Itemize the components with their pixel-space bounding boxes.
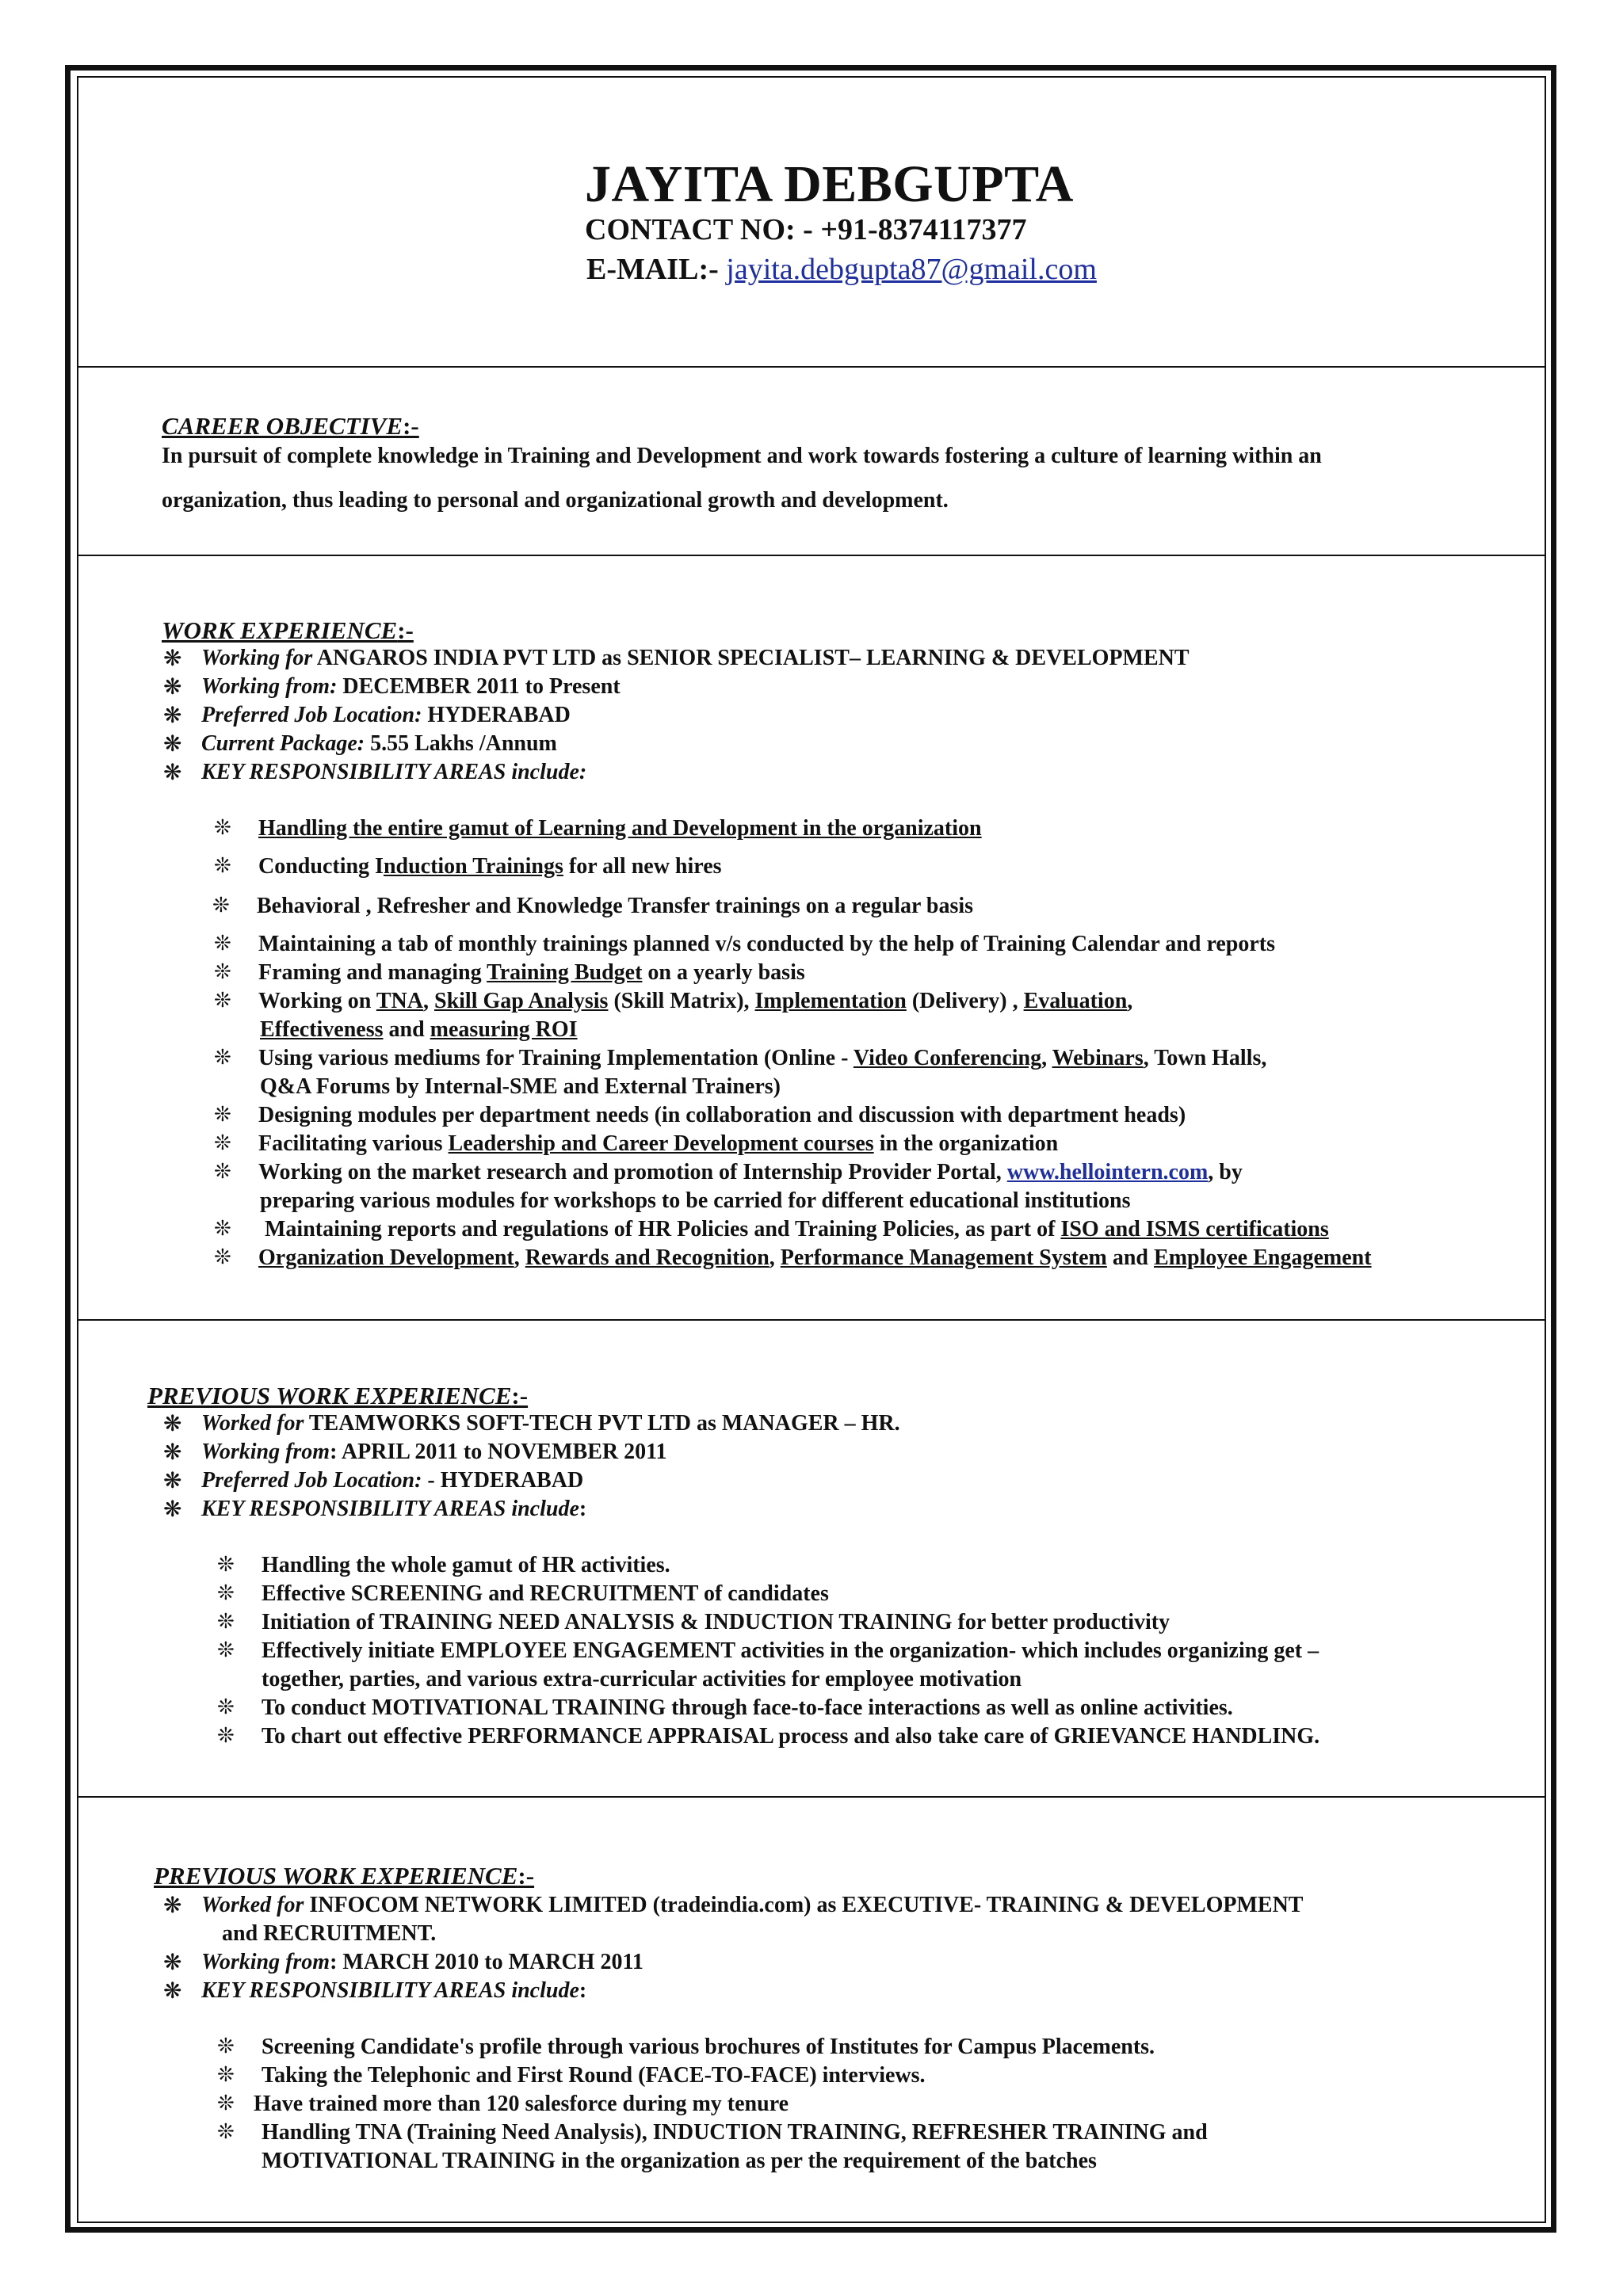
previous-work-experience-title: PREVIOUS WORK EXPERIENCE:- [154, 1862, 535, 1890]
prev1-responsibility: ❊ Initiation of TRAINING NEED ANALYSIS & INDUCTION TRAINING for better productivity [217, 1610, 1170, 1634]
contact-number: CONTACT NO: - +91-8374117377 [585, 213, 1027, 246]
prev1-bullet-company: ❋ Worked for TEAMWORKS SOFT-TECH PVT LTD as MANAGER – HR. [163, 1411, 900, 1436]
bullet-star-icon: ❋ [163, 1979, 182, 2004]
bullet-star-icon: ❋ [163, 761, 182, 785]
work-responsibility: ❊ Working on TNA, Skill Gap Analysis (Skill Matrix), Implementation (Delivery) , Evaluation, [214, 989, 1133, 1013]
work-responsibility: ❊ Framing and managing Training Budget on a yearly basis [214, 960, 805, 985]
bullet-sparkle-icon: ❊ [214, 816, 231, 839]
bullet-sparkle-icon: ❊ [217, 1638, 235, 1661]
bullet-sparkle-icon: ❊ [214, 1103, 231, 1126]
prev1-responsibility: ❊ Handling the whole gamut of HR activities. [217, 1553, 670, 1577]
email-label: E-MAIL:- [586, 253, 727, 286]
bullet-sparkle-icon: ❊ [217, 1695, 235, 1718]
work-bullet-company: ❋ Working for ANGAROS INDIA PVT LTD as SENIOR SPECIALIST– LEARNING & DEVELOPMENT [163, 646, 1190, 671]
bullet-star-icon: ❋ [163, 1440, 182, 1465]
career-objective-line: organization, thus leading to personal and organizational growth and development. [162, 488, 949, 513]
bullet-star-icon: ❋ [163, 732, 182, 757]
prev2-bullet-company-cont: and RECRUITMENT. [222, 1921, 437, 1946]
bullet-sparkle-icon: ❊ [217, 2063, 235, 2086]
prev2-responsibility-cont: MOTIVATIONAL TRAINING in the organization as per the requirement of the batches [262, 2149, 1097, 2173]
work-responsibility: ❊ Facilitating various Leadership and Career Development courses in the organization [214, 1131, 1059, 1156]
bullet-sparkle-icon: ❊ [217, 2092, 235, 2115]
work-responsibility: ❊ Maintaining a tab of monthly trainings planned v/s conducted by the help of Training Calendar and reports [214, 932, 1276, 956]
bullet-star-icon: ❋ [163, 1469, 182, 1493]
bullet-sparkle-icon: ❊ [217, 2120, 235, 2143]
work-responsibility: ❊ Behavioral , Refresher and Knowledge Transfer trainings on a regular basis [212, 894, 974, 918]
divider [77, 366, 1546, 368]
bullet-star-icon: ❋ [163, 646, 182, 671]
work-responsibility: ❊ Using various mediums for Training Implementation (Online - Video Conferencing, Webinars, Town Halls, [214, 1046, 1267, 1070]
prev2-bullet-kra: ❋ KEY RESPONSIBILITY AREAS include: [163, 1978, 587, 2004]
bullet-star-icon: ❋ [163, 675, 182, 700]
prev1-responsibility: ❊ To chart out effective PERFORMANCE APPRAISAL process and also take care of GRIEVANCE HANDLING. [217, 1724, 1320, 1749]
prev1-responsibility: ❊ Effectively initiate EMPLOYEE ENGAGEMENT activities in the organization- which includes organizing get – [217, 1638, 1319, 1663]
prev2-bullet-period: ❋ Working from: MARCH 2010 to MARCH 2011 [163, 1950, 643, 1975]
bullet-sparkle-icon: ❊ [217, 2035, 235, 2058]
prev2-responsibility: ❊ Handling TNA (Training Need Analysis), INDUCTION TRAINING, REFRESHER TRAINING and [217, 2120, 1208, 2145]
prev1-responsibility: ❊ To conduct MOTIVATIONAL TRAINING through face-to-face interactions as well as online activities. [217, 1695, 1233, 1720]
divider [77, 1796, 1546, 1798]
work-experience-title: WORK EXPERIENCE:- [162, 616, 414, 644]
email-link[interactable]: jayita.debgupta87@gmail.com [726, 253, 1097, 286]
work-responsibility: ❊ Handling the entire gamut of Learning and Development in the organization [214, 816, 982, 841]
bullet-sparkle-icon: ❊ [217, 1581, 235, 1604]
work-bullet-kra: ❋ KEY RESPONSIBILITY AREAS include: [163, 760, 587, 785]
bullet-star-icon: ❋ [163, 1894, 182, 1918]
bullet-sparkle-icon: ❊ [214, 960, 231, 983]
prev1-bullet-period: ❋ Working from: APRIL 2011 to NOVEMBER 2011 [163, 1440, 667, 1465]
bullet-star-icon: ❋ [163, 1497, 182, 1522]
divider [77, 1319, 1546, 1321]
prev1-bullet-kra: ❋ KEY RESPONSIBILITY AREAS include: [163, 1497, 587, 1522]
bullet-sparkle-icon: ❊ [214, 1046, 231, 1069]
prev2-bullet-company: ❋ Worked for INFOCOM NETWORK LIMITED (tradeindia.com) as EXECUTIVE- TRAINING & DEVELOPMENT [163, 1893, 1304, 1918]
bullet-sparkle-icon: ❊ [214, 1217, 231, 1240]
bullet-sparkle-icon: ❊ [214, 1160, 231, 1183]
bullet-sparkle-icon: ❊ [214, 932, 231, 955]
bullet-star-icon: ❋ [163, 1951, 182, 1975]
career-objective-line: In pursuit of complete knowledge in Training and Development and work towards fostering a culture of learning within an [162, 444, 1322, 468]
bullet-sparkle-icon: ❊ [214, 854, 231, 877]
work-bullet-period: ❋ Working from: DECEMBER 2011 to Present [163, 674, 621, 700]
bullet-sparkle-icon: ❊ [214, 1245, 231, 1268]
bullet-sparkle-icon: ❊ [212, 894, 230, 917]
bullet-star-icon: ❋ [163, 1412, 182, 1436]
prev1-responsibility-cont: together, parties, and various extra-curricular activities for employee motivation [262, 1667, 1022, 1691]
bullet-sparkle-icon: ❊ [217, 1610, 235, 1633]
work-bullet-location: ❋ Preferred Job Location: HYDERABAD [163, 703, 571, 728]
work-responsibility: ❊ Designing modules per department needs (in collaboration and discussion with department heads) [214, 1103, 1186, 1127]
bullet-sparkle-icon: ❊ [217, 1724, 235, 1747]
divider [77, 555, 1546, 556]
career-objective-title: CAREER OBJECTIVE:- [162, 412, 419, 440]
work-responsibility-cont: Q&A Forums by Internal-SME and External Trainers) [260, 1074, 781, 1099]
prev2-responsibility: ❊ Screening Candidate's profile through various brochures of Institutes for Campus Placements. [217, 2035, 1155, 2059]
email-line [586, 252, 1097, 287]
work-responsibility: ❊ Conducting Induction Trainings for all new hires [214, 854, 722, 879]
work-bullet-package: ❋ Current Package: 5.55 Lakhs /Annum [163, 731, 557, 757]
prev2-responsibility: ❊ Have trained more than 120 salesforce during my tenure [217, 2092, 789, 2116]
bullet-sparkle-icon: ❊ [214, 989, 231, 1012]
work-responsibility-cont: preparing various modules for workshops to be carried for different educational institutions [260, 1188, 1131, 1213]
bullet-sparkle-icon: ❊ [217, 1553, 235, 1576]
prev1-bullet-location: ❋ Preferred Job Location: - HYDERABAD [163, 1468, 584, 1493]
work-responsibility: ❊ Maintaining reports and regulations of HR Policies and Training Policies, as part of ISO and ISMS certifications [214, 1217, 1329, 1241]
previous-work-experience-title: PREVIOUS WORK EXPERIENCE:- [147, 1382, 529, 1409]
hellointern-link[interactable]: www.hellointern.com [1006, 1160, 1209, 1184]
prev2-responsibility: ❊ Taking the Telephonic and First Round (FACE-TO-FACE) interviews. [217, 2063, 926, 2088]
work-responsibility: ❊ Organization Development, Rewards and Recognition, Performance Management System and Employee Engagement [214, 1245, 1372, 1270]
bullet-sparkle-icon: ❊ [214, 1131, 231, 1154]
bullet-star-icon: ❋ [163, 704, 182, 728]
work-responsibility-cont: Effectiveness and measuring ROI [260, 1017, 578, 1042]
candidate-name: JAYITA DEBGUPTA [585, 155, 1074, 213]
prev1-responsibility: ❊ Effective SCREENING and RECRUITMENT of candidates [217, 1581, 829, 1606]
work-responsibility: ❊ Working on the market research and promotion of Internship Provider Portal, www.hellointern.com, by [214, 1160, 1243, 1184]
